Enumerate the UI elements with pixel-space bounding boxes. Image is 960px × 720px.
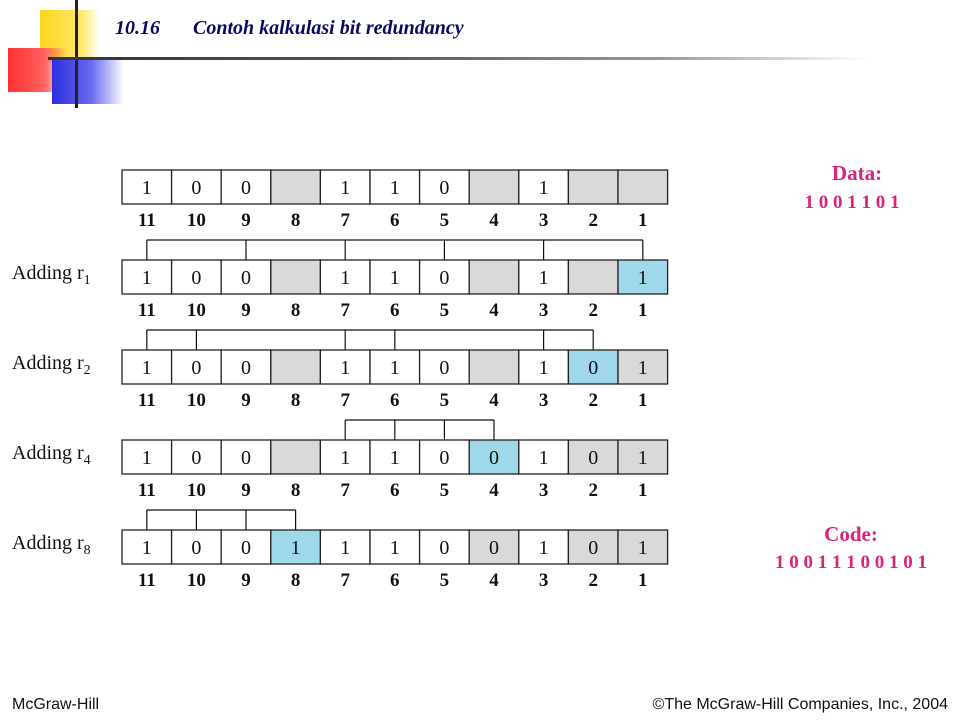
bit-position-label: 4 bbox=[489, 300, 499, 321]
bit-value: 0 bbox=[439, 447, 450, 469]
bit-value: 1 bbox=[389, 177, 400, 199]
bit-position-label: 5 bbox=[439, 480, 450, 501]
bit-position-label: 1 bbox=[638, 480, 648, 501]
bit-value: 1 bbox=[290, 537, 301, 559]
bit-position-label: 8 bbox=[290, 210, 301, 231]
bit-value: 1 bbox=[538, 537, 549, 559]
bit-position-label: 10 bbox=[186, 480, 206, 501]
bit-position-label: 4 bbox=[489, 210, 499, 231]
bit-position-label: 2 bbox=[588, 300, 598, 321]
data-info-label: Data: bbox=[831, 161, 883, 185]
bit-cell bbox=[271, 170, 321, 204]
bit-value: 1 bbox=[538, 177, 549, 199]
bit-value: 0 bbox=[588, 447, 599, 469]
bit-value: 1 bbox=[389, 357, 400, 379]
bit-position-label: 9 bbox=[241, 390, 251, 411]
row-label: Adding $r_1$ bbox=[12, 262, 91, 288]
bit-position-label: 7 bbox=[340, 570, 350, 591]
bit-value: 0 bbox=[191, 357, 202, 379]
bit-position-label: 1 bbox=[638, 390, 648, 411]
bit-value: 1 bbox=[538, 447, 549, 469]
bit-position-label: 9 bbox=[241, 210, 251, 231]
bit-position-label: 7 bbox=[340, 390, 350, 411]
bit-position-label: 3 bbox=[538, 300, 549, 321]
bit-row bbox=[12, 330, 668, 411]
bit-position-label: 5 bbox=[439, 300, 450, 321]
bit-value: 1 bbox=[141, 447, 152, 469]
bit-position-label: 10 bbox=[186, 570, 206, 591]
bit-value: 1 bbox=[538, 357, 549, 379]
bit-cell bbox=[271, 350, 321, 384]
bit-cell bbox=[271, 260, 321, 294]
bit-position-label: 6 bbox=[390, 210, 400, 231]
bit-position-label: 6 bbox=[390, 390, 400, 411]
bit-cell bbox=[618, 170, 668, 204]
bit-value: 1 bbox=[340, 537, 351, 559]
bit-value: 1 bbox=[637, 267, 648, 289]
bit-rows bbox=[12, 170, 668, 591]
bit-position-label: 2 bbox=[588, 390, 598, 411]
bit-position-label: 10 bbox=[186, 390, 206, 411]
bit-position-label: 11 bbox=[137, 570, 156, 591]
bit-position-label: 8 bbox=[290, 570, 301, 591]
footer-publisher: McGraw-Hill bbox=[12, 696, 100, 713]
bit-position-label: 11 bbox=[137, 390, 156, 411]
bit-position-label: 11 bbox=[137, 210, 156, 231]
bit-position-label: 1 bbox=[638, 300, 648, 321]
bit-value: 0 bbox=[241, 267, 251, 289]
bit-position-label: 3 bbox=[538, 570, 549, 591]
bit-value: 0 bbox=[588, 537, 599, 559]
bit-value: 0 bbox=[191, 177, 202, 199]
bit-value: 1 bbox=[637, 357, 648, 379]
bit-cell bbox=[568, 260, 618, 294]
bit-value: 0 bbox=[588, 357, 599, 379]
bit-value: 1 bbox=[340, 177, 351, 199]
bit-position-label: 8 bbox=[290, 480, 301, 501]
bit-position-label: 4 bbox=[489, 390, 499, 411]
bit-value: 1 bbox=[389, 447, 400, 469]
bit-position-label: 6 bbox=[390, 570, 400, 591]
bit-value: 1 bbox=[637, 447, 648, 469]
bit-position-label: 6 bbox=[390, 480, 400, 501]
bit-position-label: 6 bbox=[390, 300, 400, 321]
bit-position-label: 4 bbox=[489, 570, 499, 591]
bit-cell bbox=[271, 440, 321, 474]
bit-position-label: 11 bbox=[137, 480, 156, 501]
bit-position-label: 10 bbox=[186, 210, 206, 231]
bit-value: 1 bbox=[340, 357, 351, 379]
bit-value: 0 bbox=[191, 267, 202, 289]
bit-position-label: 4 bbox=[489, 480, 499, 501]
code-info-label: Code: bbox=[824, 522, 878, 546]
bit-position-label: 5 bbox=[439, 210, 450, 231]
bit-value: 1 bbox=[141, 537, 152, 559]
bit-row bbox=[12, 420, 668, 501]
slide-number: 10.16 bbox=[115, 17, 160, 39]
bit-position-label: 2 bbox=[588, 210, 598, 231]
bit-position-label: 1 bbox=[638, 210, 648, 231]
bit-value: 0 bbox=[489, 447, 499, 469]
bit-position-label: 8 bbox=[290, 300, 301, 321]
bit-position-label: 2 bbox=[588, 480, 598, 501]
bit-position-label: 3 bbox=[538, 390, 549, 411]
bit-position-label: 9 bbox=[241, 300, 251, 321]
code-info bbox=[775, 522, 927, 573]
bit-value: 1 bbox=[389, 267, 400, 289]
bit-position-label: 9 bbox=[241, 570, 251, 591]
bit-position-label: 5 bbox=[439, 390, 450, 411]
bit-row bbox=[12, 240, 668, 321]
bit-position-label: 10 bbox=[186, 300, 206, 321]
bit-position-label: 8 bbox=[290, 390, 301, 411]
bit-cell bbox=[469, 350, 519, 384]
bit-position-label: 7 bbox=[340, 480, 350, 501]
bit-value: 0 bbox=[241, 177, 251, 199]
bit-position-label: 7 bbox=[340, 300, 350, 321]
row-label: Adding $r_2$ bbox=[12, 352, 91, 378]
bit-value: 1 bbox=[141, 357, 152, 379]
data-info-value: 1 0 0 1 1 0 1 bbox=[804, 192, 900, 213]
bit-position-label: 5 bbox=[439, 570, 450, 591]
parity-bracket bbox=[147, 240, 643, 260]
bit-value: 1 bbox=[637, 537, 648, 559]
bit-cell bbox=[469, 170, 519, 204]
bit-value: 1 bbox=[389, 537, 400, 559]
bit-position-label: 1 bbox=[638, 570, 648, 591]
bit-cell bbox=[568, 170, 618, 204]
slide-title: Contoh kalkulasi bit redundancy bbox=[193, 17, 464, 39]
bit-value: 1 bbox=[340, 267, 351, 289]
bit-value: 0 bbox=[241, 537, 251, 559]
row-label: Adding $r_8$ bbox=[12, 532, 91, 558]
bit-value: 0 bbox=[191, 447, 202, 469]
bit-position-label: 11 bbox=[137, 300, 156, 321]
bit-value: 0 bbox=[439, 177, 450, 199]
bit-value: 1 bbox=[538, 267, 549, 289]
bit-cell bbox=[469, 260, 519, 294]
code-info-value: 1 0 0 1 1 1 0 0 1 0 1 bbox=[775, 552, 927, 573]
data-info bbox=[805, 161, 900, 213]
parity-bracket bbox=[345, 420, 494, 440]
bit-position-label: 9 bbox=[241, 480, 251, 501]
bit-position-label: 2 bbox=[588, 570, 598, 591]
footer-copyright: ©The McGraw-Hill Companies, Inc., 2004 bbox=[652, 696, 948, 713]
bit-value: 0 bbox=[439, 537, 450, 559]
bit-value: 0 bbox=[241, 357, 251, 379]
bit-value: 0 bbox=[439, 357, 450, 379]
parity-bracket bbox=[147, 510, 296, 530]
row-label: Adding $r_4$ bbox=[12, 442, 91, 468]
bit-position-label: 7 bbox=[340, 210, 350, 231]
bit-value: 0 bbox=[241, 447, 251, 469]
bit-position-label: 3 bbox=[538, 480, 549, 501]
bit-value: 0 bbox=[489, 537, 499, 559]
bit-value: 1 bbox=[141, 267, 152, 289]
bit-row bbox=[12, 510, 668, 591]
bit-row bbox=[122, 170, 668, 231]
bit-position-label: 3 bbox=[538, 210, 549, 231]
bit-value: 1 bbox=[141, 177, 152, 199]
parity-bracket bbox=[147, 330, 593, 350]
bit-value: 0 bbox=[439, 267, 450, 289]
bit-value: 1 bbox=[340, 447, 351, 469]
bit-value: 0 bbox=[191, 537, 202, 559]
